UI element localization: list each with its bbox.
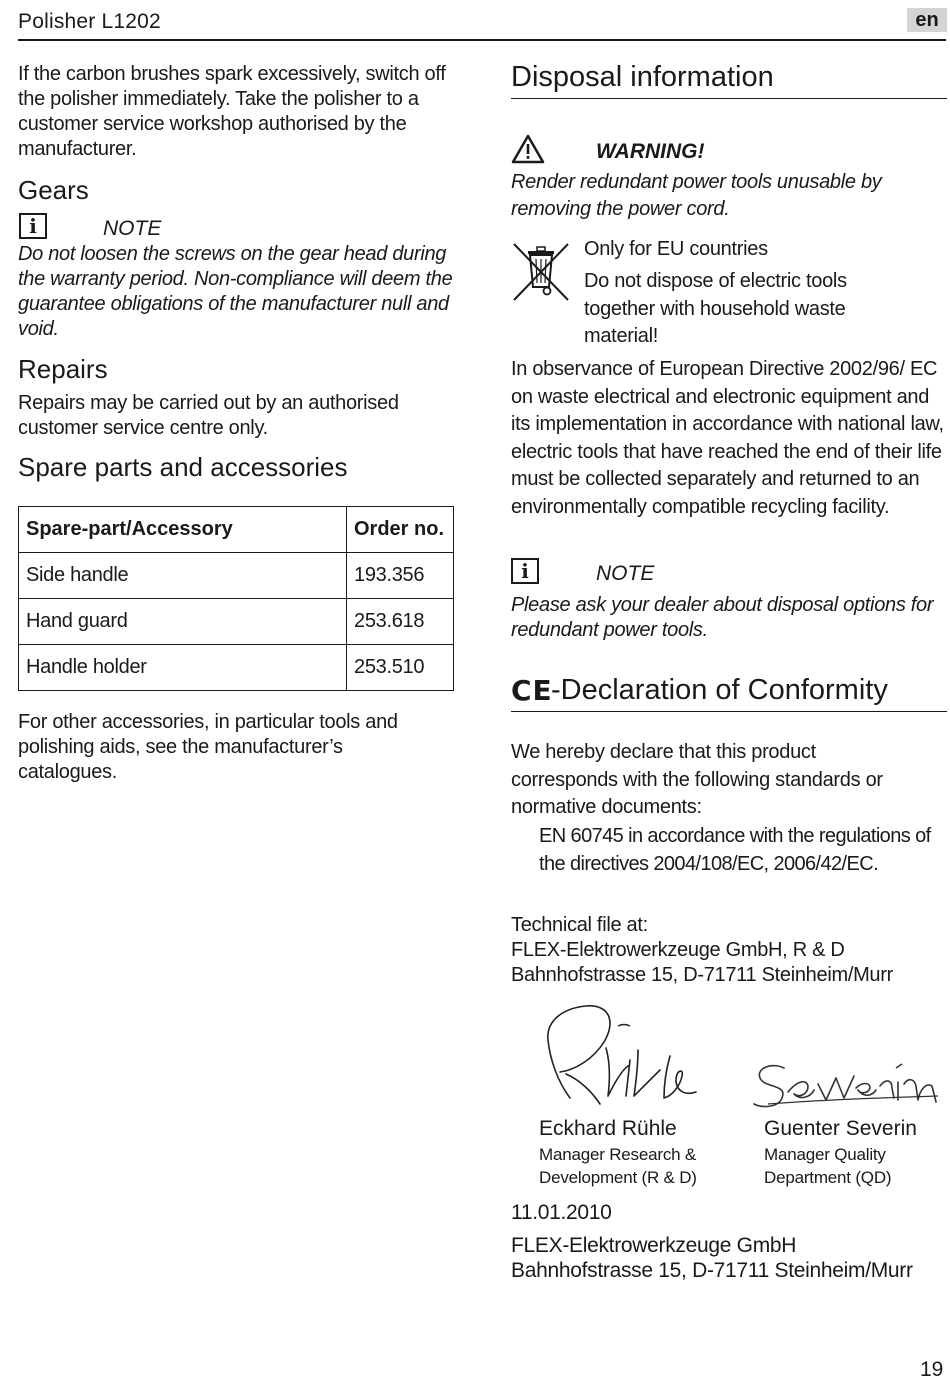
conformity-heading: -Declaration of Conformity: [551, 674, 888, 706]
technical-file-address: Bahnhofstrasse 15, D-71711 Steinheim/Murr: [511, 964, 893, 986]
info-icon: i: [511, 558, 539, 584]
table-cell: Handle holder: [19, 645, 347, 691]
carbon-brushes-paragraph: If the carbon brushes spark excessively, switch off the polisher immediately. Take the polisher to a customer service workshop authorised by the manufacturer.: [18, 63, 446, 160]
warning-text: Render redundant power tools unusable by removing the power cord.: [511, 171, 882, 220]
eu-disposal-text: Do not dispose of electric tools together with household waste material!: [584, 270, 847, 347]
technical-file-company: FLEX-Elektrowerkzeuge GmbH, R & D: [511, 939, 845, 961]
gears-note-text: Do not loosen the screws on the gear head during the warranty period. Non-compliance will deem the guarantee obligations of the manufacturer null and void.: [18, 243, 453, 340]
company-address: Bahnhofstrasse 15, D-71711 Steinheim/Murr: [511, 1259, 913, 1282]
table-row: [19, 599, 454, 645]
declaration-date: 11.01.2010: [511, 1201, 612, 1224]
table-cell: 253.510: [347, 645, 454, 691]
conformity-heading-rule: [511, 711, 947, 712]
table-cell: 253.618: [347, 599, 454, 645]
disposal-note-text: Please ask your dealer about disposal options for redundant power tools.: [511, 594, 934, 641]
signer1-name: Eckhard Rühle: [539, 1117, 677, 1140]
header-divider: [18, 39, 946, 41]
warning-triangle-icon: [511, 134, 545, 164]
eu-only-label: Only for EU countries: [584, 238, 768, 260]
table-header-row: [19, 507, 454, 553]
language-badge: en: [907, 8, 947, 32]
signer2-role: Manager Quality Department (QD): [764, 1145, 892, 1187]
column-header: Order no.: [347, 507, 454, 553]
directive-paragraph: In observance of European Directive 2002/96/ EC on waste electrical and electronic equipment and its implementation in accordance with national law, electric tools that have reached the end of their life must be collected separately and returned to an environmentally compatible recycling facility.: [511, 358, 944, 518]
table-cell: 193.356: [347, 553, 454, 599]
declaration-text: We hereby declare that this product corresponds with the following standards or normative documents:: [511, 741, 883, 818]
repairs-heading: Repairs: [18, 354, 108, 384]
technical-file-label: Technical file at:: [511, 914, 648, 936]
gears-note-label: NOTE: [103, 217, 162, 240]
signature-ruehle: [530, 1000, 710, 1112]
table-row: [19, 645, 454, 691]
standards-text: EN 60745 in accordance with the regulations of the directives 2004/108/EC, 2006/42/EC.: [539, 825, 931, 875]
table-cell: Side handle: [19, 553, 347, 599]
signature-severin: [748, 1038, 946, 1114]
spare-parts-heading: Spare parts and accessories: [18, 452, 348, 482]
table-cell: Hand guard: [19, 599, 347, 645]
accessories-footer: For other accessories, in particular tools and polishing aids, see the manufacturer’s catalogues.: [18, 711, 398, 783]
column-header: Spare-part/Accessory: [19, 507, 347, 553]
repairs-text: Repairs may be carried out by an authorised customer service centre only.: [18, 392, 399, 439]
warning-label: WARNING!: [596, 140, 705, 163]
disposal-note-label: NOTE: [596, 562, 655, 585]
ce-mark-icon: CE: [511, 674, 553, 707]
spare-parts-table: [18, 506, 454, 691]
page-number: 19: [920, 1358, 944, 1381]
crossed-out-wheelie-bin-icon: [511, 241, 571, 303]
disposal-heading-rule: [511, 98, 947, 99]
document-title: Polisher L1202: [18, 10, 161, 33]
disposal-heading: Disposal information: [511, 61, 774, 93]
gears-heading: Gears: [18, 175, 89, 205]
company-name: FLEX-Elektrowerkzeuge GmbH: [511, 1234, 797, 1257]
signer1-role: Manager Research & Development (R & D): [539, 1145, 697, 1187]
info-icon: i: [19, 213, 47, 239]
table-row: [19, 553, 454, 599]
signer2-name: Guenter Severin: [764, 1117, 917, 1140]
